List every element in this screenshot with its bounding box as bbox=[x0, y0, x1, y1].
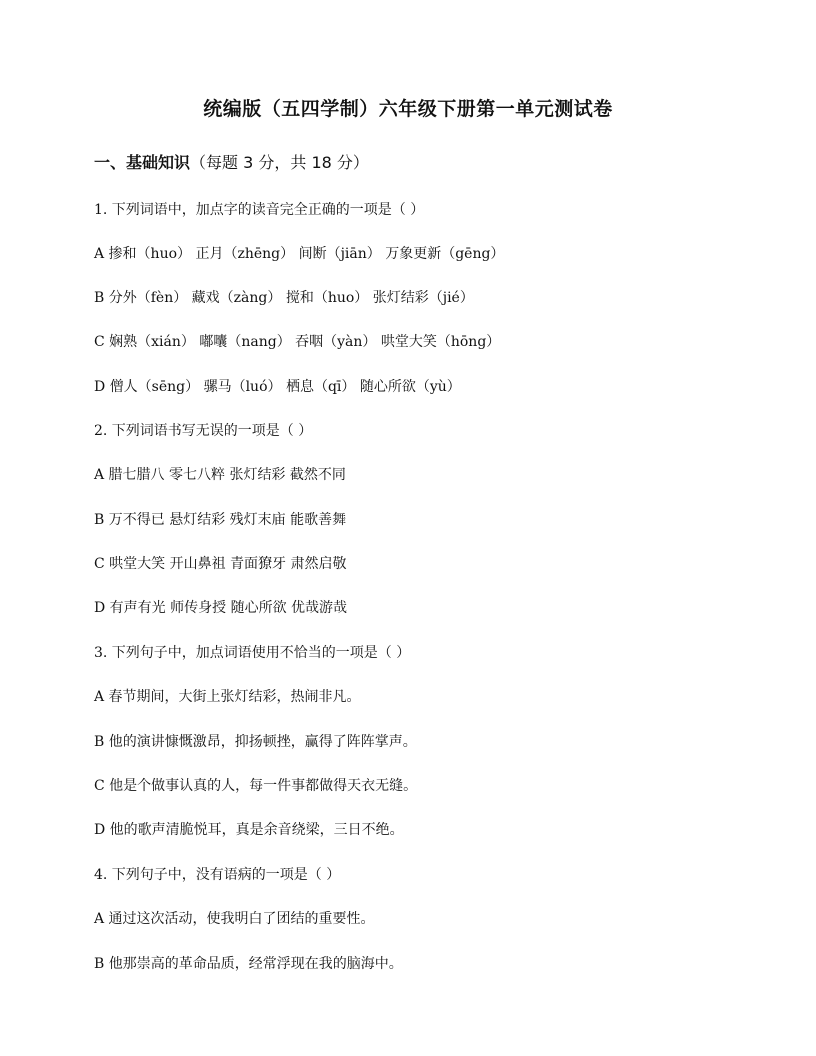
question-3: 3. 下列句子中，加点词语使用不恰当的一项是（ ） bbox=[94, 645, 411, 661]
question-2-option-d: D 有声有光 师传身授 随心所欲 优哉游哉 bbox=[94, 600, 348, 616]
question-4-option-a: A 通过这次活动，使我明白了团结的重要性。 bbox=[94, 911, 375, 927]
page-title: 统编版（五四学制）六年级下册第一单元测试卷 bbox=[203, 98, 613, 120]
question-1-option-a: A 掺和（huo） 正月（zhēng） 间断（jiān） 万象更新（gēng） bbox=[94, 246, 505, 262]
question-4: 4. 下列句子中，没有语病的一项是（ ） bbox=[94, 867, 341, 883]
section-heading-label: 一、基础知识 bbox=[94, 153, 191, 172]
section-heading-note: （每题 3 分，共 18 分） bbox=[190, 153, 369, 172]
question-2-option-a: A 腊七腊八 零七八粹 张灯结彩 截然不同 bbox=[94, 467, 346, 483]
question-1-option-c: C 娴熟（xián） 嘟囔（nang） 吞咽（yàn） 哄堂大笑（hōng） bbox=[94, 334, 501, 350]
section-heading bbox=[94, 150, 369, 173]
question-3-option-c: C 他是个做事认真的人，每一件事都做得天衣无缝。 bbox=[94, 778, 418, 794]
question-2: 2. 下列词语书写无误的一项是（ ） bbox=[94, 423, 313, 439]
question-3-option-b: B 他的演讲慷慨激昂，抑扬顿挫，赢得了阵阵掌声。 bbox=[94, 734, 417, 750]
question-4-option-b: B 他那崇高的革命品质，经常浮现在我的脑海中。 bbox=[94, 956, 403, 972]
question-2-option-b: B 万不得已 悬灯结彩 残灯末庙 能歌善舞 bbox=[94, 512, 347, 528]
question-2-option-c: C 哄堂大笑 开山鼻祖 青面獠牙 肃然启敬 bbox=[94, 556, 347, 572]
question-1-option-b: B 分外（fèn） 藏戏（zàng） 搅和（huo） 张灯结彩（jié） bbox=[94, 290, 474, 306]
question-3-option-d: D 他的歌声清脆悦耳，真是余音绕梁，三日不绝。 bbox=[94, 822, 404, 838]
question-3-option-a: A 春节期间，大街上张灯结彩，热闹非凡。 bbox=[94, 689, 361, 705]
question-1-option-d: D 僧人（sēng） 骡马（luó） 栖息（qī） 随心所欲（yù） bbox=[94, 379, 461, 395]
question-1: 1. 下列词语中，加点字的读音完全正确的一项是（ ） bbox=[94, 202, 425, 218]
